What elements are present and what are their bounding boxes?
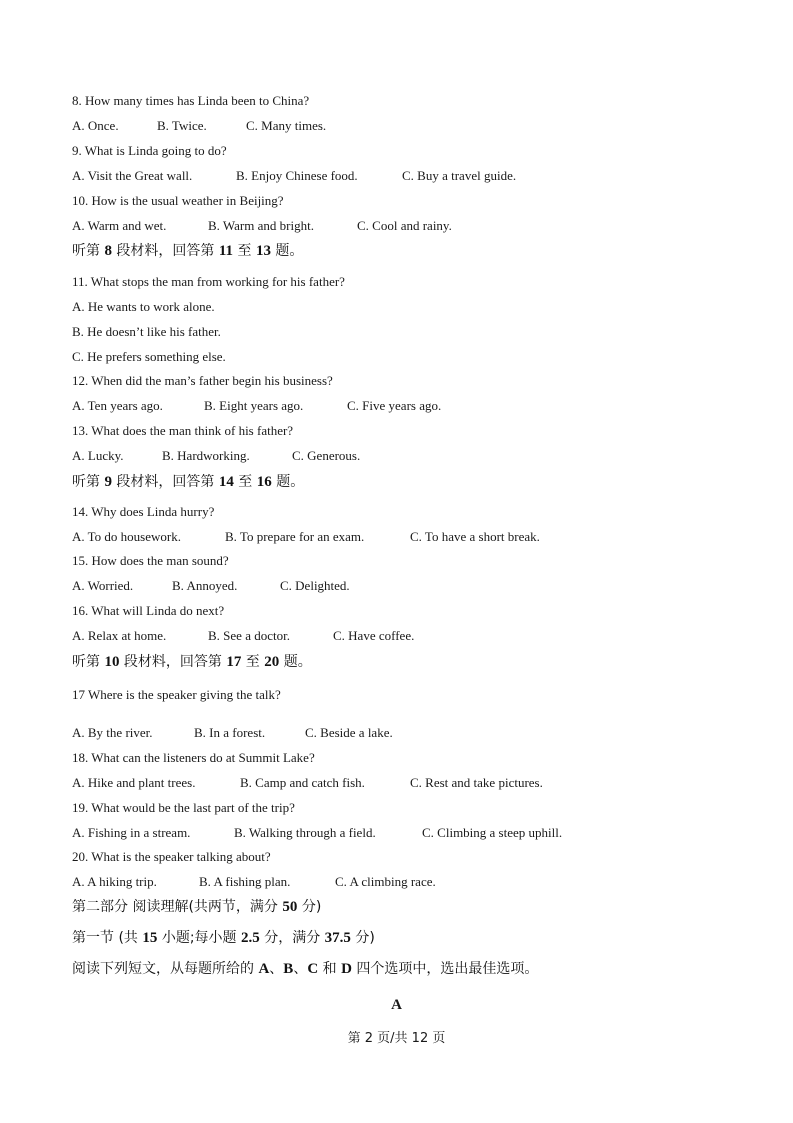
question-line: 18. What can the listeners do at Summit Lake? — [72, 750, 315, 765]
heading-number: D — [341, 961, 352, 977]
heading-text: 题。 — [271, 474, 305, 490]
heading-number: 2.5 — [241, 930, 260, 946]
answer-option: B. Twice. — [157, 118, 207, 133]
answer-option: C. Rest and take pictures. — [410, 775, 543, 790]
answer-option: A. Warm and wet. — [72, 218, 167, 233]
heading-text: 段材料，回答第 — [111, 243, 219, 259]
question-line: A. He wants to work alone. — [72, 299, 215, 314]
heading-text: 第二部分 阅读理解(共两节，满分 — [72, 899, 283, 915]
heading-text: 、 — [293, 961, 308, 977]
question-line: 13. What does the man think of his father? — [72, 423, 294, 438]
answer-option: B. Walking through a field. — [234, 825, 376, 840]
heading-text: 阅读下列短文，从每题所给的 — [72, 961, 259, 977]
answer-option: C. A climbing race. — [335, 874, 436, 889]
answer-option: A. By the river. — [72, 725, 153, 740]
heading-text: 分) — [297, 899, 322, 915]
heading-text: 四个选项中，选出最佳选项。 — [351, 961, 539, 977]
heading-number: 15 — [142, 930, 158, 946]
heading-number: 9 — [104, 474, 112, 490]
answer-option: B. Hardworking. — [162, 448, 250, 463]
answer-option: A. Worried. — [72, 578, 134, 593]
answer-option: B. In a forest. — [194, 725, 266, 740]
answer-option: C. Climbing a steep uphill. — [422, 825, 563, 840]
heading-text: 题。 — [270, 243, 304, 259]
section-heading — [72, 898, 321, 916]
question-line: 12. When did the man’s father begin his business? — [72, 373, 333, 388]
heading-number: 20 — [264, 654, 280, 670]
answer-option: C. Buy a travel guide. — [402, 168, 517, 183]
heading-text: 段材料，回答第 — [119, 654, 227, 670]
question-line: 15. How does the man sound? — [72, 553, 229, 568]
heading-text: 小题;每小题 — [157, 930, 241, 946]
answer-option: B. See a doctor. — [208, 628, 290, 643]
heading-text: 分) — [350, 930, 375, 946]
answer-option: B. Enjoy Chinese food. — [236, 168, 358, 183]
section-heading — [72, 929, 375, 947]
answer-option: A. Lucky. — [72, 448, 124, 463]
question-line: 8. How many times has Linda been to China? — [72, 93, 310, 108]
section-letter: A — [391, 997, 402, 1013]
heading-text: 听第 — [72, 243, 105, 259]
answer-option: C. Five years ago. — [347, 398, 442, 413]
answer-option: A. A hiking trip. — [72, 874, 157, 889]
heading-number: C — [307, 961, 319, 977]
answer-option: C. Many times. — [246, 118, 327, 133]
question-line: 10. How is the usual weather in Beijing? — [72, 193, 284, 208]
answer-option: B. Eight years ago. — [204, 398, 304, 413]
answer-option: A. To do housework. — [72, 529, 181, 544]
answer-option: A. Relax at home. — [72, 628, 167, 643]
question-line: 16. What will Linda do next? — [72, 603, 225, 618]
heading-text: 段材料，回答第 — [111, 474, 219, 490]
answer-option: C. Cool and rainy. — [357, 218, 452, 233]
answer-option: C. To have a short break. — [410, 529, 540, 544]
answer-option: B. Camp and catch fish. — [240, 775, 365, 790]
heading-text: 听第 — [72, 474, 105, 490]
heading-text: 、 — [269, 961, 284, 977]
page-footer: 第 2 页/共 12 页 — [347, 1031, 446, 1046]
section-heading — [72, 473, 304, 491]
heading-text: 分，满分 — [259, 930, 325, 946]
answer-option: B. To prepare for an exam. — [225, 529, 365, 544]
question-line: C. He prefers something else. — [72, 349, 226, 364]
section-heading — [72, 653, 312, 671]
answer-option: A. Ten years ago. — [72, 398, 163, 413]
heading-text: 至 — [233, 474, 257, 490]
question-line: 19. What would be the last part of the trip? — [72, 800, 295, 815]
heading-number: A — [258, 961, 270, 977]
question-line: 20. What is the speaker talking about? — [72, 849, 271, 864]
heading-number: 14 — [218, 474, 234, 490]
answer-option: A. Visit the Great wall. — [72, 168, 193, 183]
question-line: 14. Why does Linda hurry? — [72, 504, 215, 519]
answer-option: C. Beside a lake. — [305, 725, 393, 740]
heading-text: 和 — [318, 961, 342, 977]
answer-option: C. Have coffee. — [333, 628, 415, 643]
heading-text: 至 — [241, 654, 265, 670]
heading-text: 听第 — [72, 654, 105, 670]
heading-number: 17 — [226, 654, 242, 670]
question-line: 9. What is Linda going to do? — [72, 143, 227, 158]
answer-option: B. Warm and bright. — [208, 218, 314, 233]
heading-number: 8 — [104, 243, 112, 259]
heading-number: 10 — [104, 654, 120, 670]
answer-option: A. Hike and plant trees. — [72, 775, 196, 790]
heading-text: 题。 — [279, 654, 312, 670]
answer-option: C. Generous. — [292, 448, 361, 463]
question-line: B. He doesn’t like his father. — [72, 324, 221, 339]
answer-option: B. A fishing plan. — [199, 874, 291, 889]
answer-option: A. Fishing in a stream. — [72, 825, 191, 840]
question-line: 17 Where is the speaker giving the talk? — [72, 687, 281, 702]
heading-text: 第一节 (共 — [72, 930, 143, 946]
heading-number: 11 — [218, 243, 234, 259]
answer-option: B. Annoyed. — [172, 578, 238, 593]
heading-number: 50 — [282, 899, 298, 915]
section-heading — [72, 960, 538, 978]
heading-number: B — [283, 961, 294, 977]
answer-option: C. Delighted. — [280, 578, 350, 593]
question-line: 11. What stops the man from working for his father? — [72, 274, 345, 289]
section-heading — [72, 242, 303, 260]
answer-option: A. Once. — [72, 118, 119, 133]
heading-number: 13 — [255, 243, 271, 259]
heading-number: 16 — [256, 474, 272, 490]
heading-text: 至 — [233, 243, 256, 259]
heading-number: 37.5 — [324, 930, 351, 946]
